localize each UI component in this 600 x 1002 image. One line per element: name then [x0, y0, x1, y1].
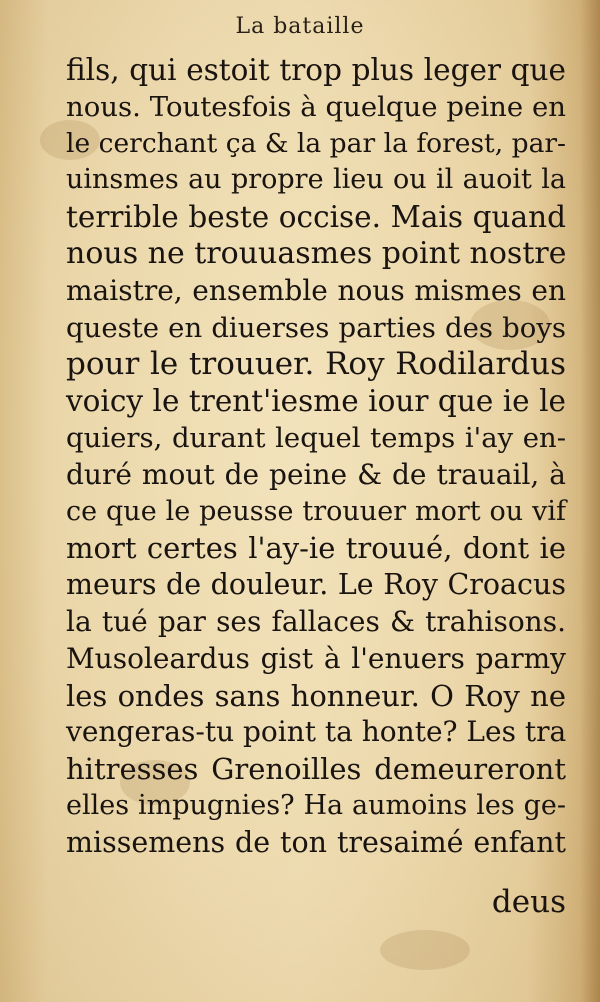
text-line: ce que le peusse trouuer mort ou vif	[66, 495, 566, 527]
text-line: mort certes l'ay-ie trouué, dont ie	[66, 531, 566, 566]
text-line: nous ne trouuasmes point nostre	[66, 235, 567, 271]
text-line: duré mout de peine & de trauail, à	[66, 457, 566, 491]
catchword: deus	[491, 884, 566, 920]
body-text	[66, 52, 566, 862]
text-line: les ondes sans honneur. O Roy ne	[66, 678, 566, 713]
text-line: maistre, ensemble nous mismes en	[66, 273, 566, 307]
text-line: voicy le trent'iesme iour que ie le	[66, 384, 566, 419]
running-head: La bataille	[235, 14, 365, 39]
text-line: Musoleardus gist à l'enuers parmy	[66, 641, 566, 675]
text-line: missemens de ton tresaimé enfant	[66, 825, 566, 859]
page-edge-shadow	[580, 0, 600, 1002]
text-line: fils, qui estoit trop plus leger que	[66, 53, 566, 87]
text-line: vengeras-tu point ta honte? Les tra	[66, 715, 567, 749]
paper-stain	[380, 930, 470, 970]
text-line: pour le trouuer. Roy Rodilardus	[66, 346, 566, 383]
text-line: meurs de douleur. Le Roy Croacus	[66, 568, 566, 602]
text-line: la tué par ses fallaces & trahisons.	[66, 604, 566, 638]
text-line: nous. Toutesfois à quelque peine en	[66, 90, 566, 123]
text-line: terrible beste occise. Mais quand	[66, 200, 566, 235]
text-line: hitresses Grenoilles demeureront	[66, 752, 566, 787]
text-line: uinsmes au propre lieu ou il auoit la	[66, 164, 566, 196]
text-line: quiers, durant lequel temps i'ay en-	[66, 421, 566, 454]
text-line: le cerchant ça & la par la forest, par-	[66, 127, 566, 159]
text-line: elles impugnies? Ha aumoins les ge-	[66, 789, 566, 821]
text-line: queste en diuerses parties des boys	[66, 311, 566, 344]
